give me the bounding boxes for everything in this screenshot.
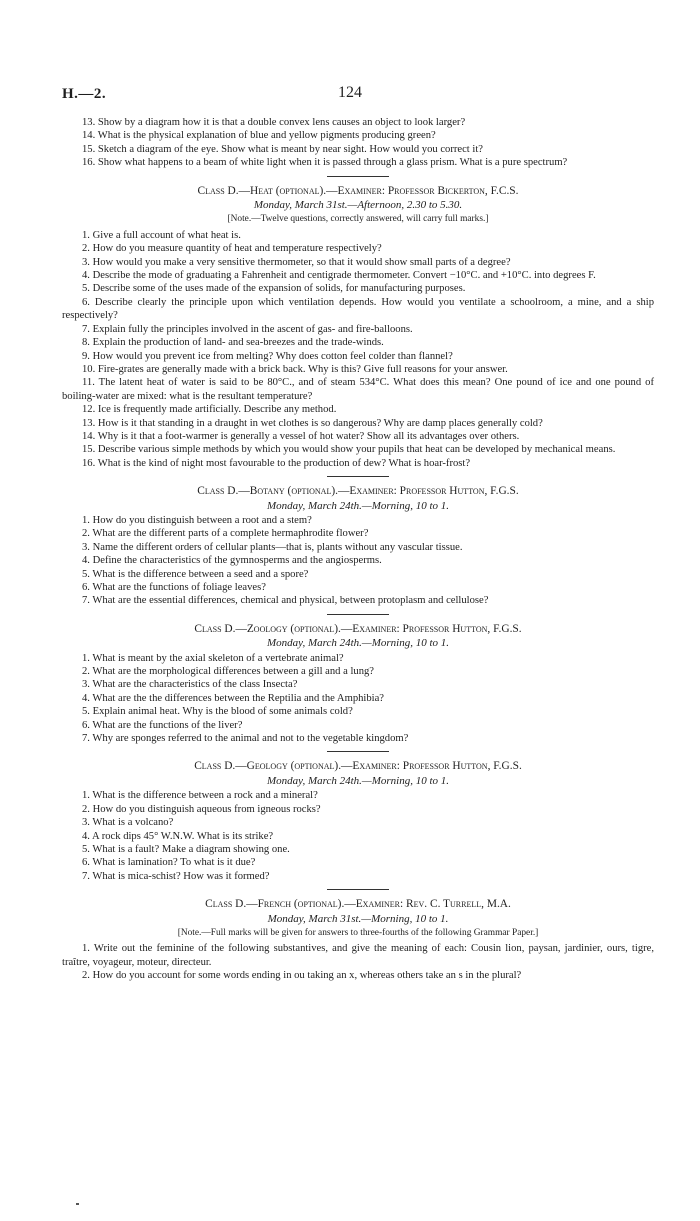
page-number: 124 [338, 84, 362, 101]
section-french [62, 898, 654, 982]
question: 7. What are the essential differences, chemical and physical, between protoplasm and cellulose? [82, 595, 489, 607]
question: 2. How do you measure quantity of heat and temperature respectively? [82, 243, 382, 255]
question: 13. Show by a diagram how it is that a double convex lens causes an object to look larger? [82, 117, 466, 128]
question: 3. What is a volcano? [82, 817, 174, 829]
section-date: Monday, March 24th.—Morning, 10 to 1. [267, 637, 449, 650]
question: 1. What is the difference between a rock and a mineral? [82, 790, 318, 802]
section-title: Class D.—Heat (optional).—Examiner: Professor Bickerton, F.C.S. [197, 184, 519, 197]
section-botany [62, 485, 654, 608]
question: 6. Describe clearly the principle upon which ventilation depends. How would you ventilate a schoolroom, a mine, and a ship respectively? [62, 296, 654, 322]
document-page [62, 86, 654, 983]
section-date: Monday, March 24th.—Morning, 10 to 1. [267, 774, 449, 787]
question: 7. Why are sponges referred to the animal and not to the vegetable kingdom? [82, 733, 409, 745]
question: 3. What are the characteristics of the class Insecta? [82, 679, 298, 691]
section-divider [327, 176, 389, 177]
question: 4. Define the characteristics of the gymnosperms and the angiosperms. [82, 555, 382, 567]
question: 1. What is meant by the axial skeleton of a vertebrate animal? [82, 652, 344, 664]
section-divider [327, 751, 389, 752]
question-list [62, 514, 654, 608]
section-geology [62, 760, 654, 883]
section-title: Class D.—Zoology (optional).—Examiner: Professor Hutton, F.G.S. [194, 622, 522, 635]
print-speck [76, 1203, 79, 1205]
section-divider [327, 476, 389, 477]
section-date: Monday, March 31st.—Morning, 10 to 1. [267, 912, 449, 925]
question: 16. Show what happens to a beam of white light when it is passed through a glass prism. What is a pure spectrum? [82, 157, 568, 169]
section-date: Monday, March 24th.—Morning, 10 to 1. [267, 499, 449, 512]
question: 6. What is lamination? To what is it due? [82, 857, 256, 869]
question: 10. Fire-grates are generally made with a brick back. Why is this? Give full reasons for your answer. [82, 363, 508, 375]
section-zoology [62, 623, 654, 746]
question: 15. Sketch a diagram of the eye. Show what is meant by near sight. How would you correct it? [82, 143, 483, 155]
question-list [62, 652, 654, 746]
section-divider [327, 889, 389, 890]
question: 13. How is it that standing in a draught in wet clothes is so dangerous? Why are damp places generally cold? [82, 417, 543, 429]
question: 5. What is a fault? Make a diagram showing one. [82, 843, 290, 855]
question-list [62, 229, 654, 470]
question: 14. Why is it that a foot-warmer is generally a vessel of hot water? Show all its advantages over others. [82, 430, 520, 442]
section-heat [62, 185, 654, 471]
section-title: Class D.—Geology (optional).—Examiner: Professor Hutton, F.G.S. [194, 760, 522, 773]
question: 3. How would you make a very sensitive thermometer, so that it would show small parts of a degree? [82, 256, 511, 268]
section-date: Monday, March 31st.—Afternoon, 2.30 to 5.30. [253, 199, 463, 212]
question: 15. Describe various simple methods by which you would show your pupils that heat can be developed by mechanical means. [82, 444, 616, 456]
question: 6. What are the functions of the liver? [82, 719, 243, 731]
question: 3. Name the different orders of cellular plants—that is, plants without any vascular tissue. [82, 541, 463, 553]
question: 14. What is the physical explanation of blue and yellow pigments producing green? [82, 130, 436, 142]
question: 1. How do you distinguish between a root and a stem? [82, 514, 312, 526]
question: 9. How would you prevent ice from melting? Why does cotton feel colder than flannel? [82, 350, 453, 362]
question: 4. What are the the differences between the Reptilia and the Amphibia? [82, 692, 385, 704]
question: 8. Explain the production of land- and sea-breezes and the trade-winds. [82, 337, 384, 349]
question: 6. What are the functions of foliage leaves? [82, 582, 266, 593]
question: 5. Explain animal heat. Why is the blood of some animals cold? [82, 706, 353, 718]
question: 5. Describe some of the uses made of the expansion of solids, for manufacturing purposes. [82, 283, 466, 295]
question-list [62, 789, 654, 883]
question: 1. Give a full account of what heat is. [82, 229, 241, 241]
question: 11. The latent heat of water is said to be 80°C., and of steam 534°C. What does this mean? One pound of ice and one pound of boiling-water are mixed: what is the resultant temperature? [62, 377, 654, 402]
report-code: H.—2. [62, 86, 107, 102]
section-title: Class D.—French (optional).—Examiner: Rev. C. Turrell, M.A. [205, 898, 511, 911]
question: 2. How do you account for some words ending in ou taking an x, whereas others take an s in the plural? [82, 970, 522, 982]
section-title: Class D.—Botany (optional).—Examiner: Professor Hutton, F.G.S. [197, 485, 519, 498]
question: 1. Write out the feminine of the following substantives, and give the meaning of each: Cousin lion, paysan, jardinier, ours, tigre, traître, voyageur, moteur, directeur. [62, 943, 654, 968]
section-divider [327, 614, 389, 615]
question: 2. What are the different parts of a complete hermaphrodite flower? [82, 528, 369, 540]
question: 5. What is the difference between a seed and a spore? [82, 568, 309, 580]
question: 4. Describe the mode of graduating a Fahrenheit and centigrade thermometer. Convert −10°C. and +10°C. into degrees F. [82, 270, 596, 282]
question: 2. How do you distinguish aqueous from igneous rocks? [82, 803, 321, 815]
question: 2. What are the morphological differences between a gill and a lung? [82, 666, 375, 678]
question: 12. Ice is frequently made artificially. Describe any method. [82, 404, 337, 416]
question-list [62, 942, 654, 982]
question: 4. A rock dips 45° W.N.W. What is its strike? [82, 830, 274, 842]
question: 16. What is the kind of night most favourable to the production of dew? What is hoar-frost? [82, 457, 471, 469]
question: 7. Explain fully the principles involved in the ascent of gas- and fire-balloons. [82, 323, 413, 335]
section-note: [Note.—Twelve questions, correctly answered, will carry full marks.] [227, 214, 489, 225]
section-note: [Note.—Full marks will be given for answers to three-fourths of the following Grammar Paper.] [177, 927, 539, 938]
page-header [62, 86, 654, 108]
question: 7. What is mica-schist? How was it formed? [82, 870, 270, 882]
intro-questions [62, 116, 654, 170]
